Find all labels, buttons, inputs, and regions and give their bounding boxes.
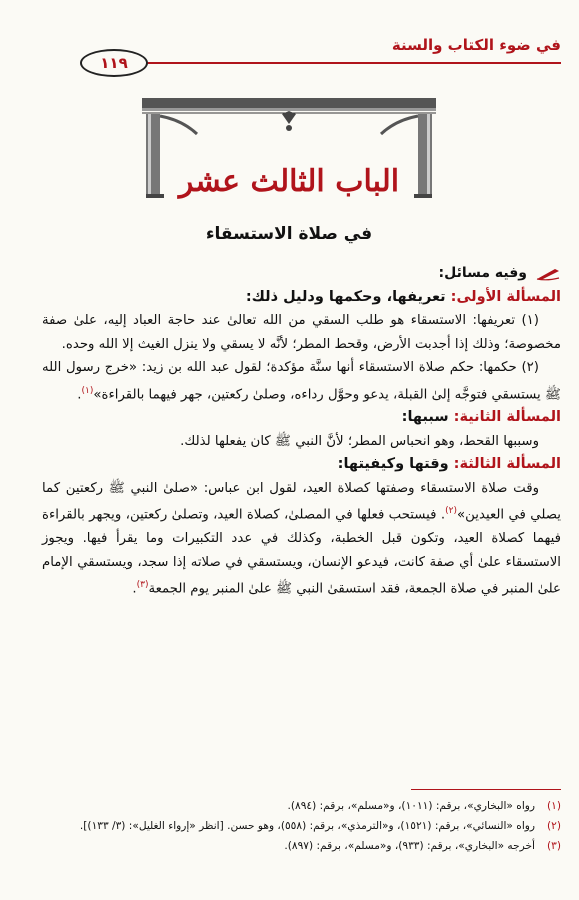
footnote-divider <box>411 789 561 790</box>
section-1-paragraph-1: (١) تعريفها: الاستسقاء هو طلب السقي من الله تعالىٰ عند حاجة العباد إليه، علىٰ صفة مخصوصة؛ وذلك إذا أجدبت الأرض، وقحط المطر؛ لأنَّه لا يسقي ولا ينزل الغيث إلا الله وحده. <box>42 313 561 352</box>
footnote-1 <box>34 796 561 816</box>
chapter-title: الباب الثالث عشر <box>178 164 400 199</box>
footnotes <box>34 796 561 856</box>
section-2-label: المسألة الثانية: <box>448 409 561 426</box>
footnote-ref-3[interactable]: (٣) <box>136 580 149 591</box>
section-3-heading <box>42 453 561 477</box>
body-text <box>42 262 561 601</box>
section-3-label: المسألة الثالثة: <box>448 456 561 473</box>
section-3-paragraph-1: وقت صلاة الاستسقاء وصفتها كصلاة العيد، لقول ابن عباس: «صلىٰ النبي ﷺ ركعتين كما يصلي في العيدين»$^{(٢)}$. فيستحب فعلها في المصلىٰ، كصلاة العيد، وتصلىٰ ركعتين، ويجهر بالقراءة فيهما كصلاة العيد، وتكون قبل الخطبة، وكذلك في عدد التكبيرات وما يقرأ فيها. ويجوز الاستسقاء علىٰ أي صفة كانت، فيدعو الإنسان، ويستسقي في صلاته إذا سجد، ويستسقي الإمام علىٰ المنبر في صلاة الجمعة، فقد استسقىٰ النبي ﷺ علىٰ المنبر يوم الجمعة$^{(٣)}$. <box>42 480 561 597</box>
footnote-ref-2[interactable]: (٢) <box>445 506 457 517</box>
header-rule <box>135 62 561 64</box>
footnote-3-text: أخرجه «البخاري»، برقم: (٩٣٣)، و«مسلم»، برقم: (٨٩٧). <box>284 840 535 852</box>
section-2-heading <box>42 406 561 430</box>
running-title: في ضوء الكتاب والسنة <box>391 36 561 54</box>
chapter-subtitle: في صلاة الاستسقاء <box>205 224 373 244</box>
intro-text: وفيه مسائل: <box>438 265 527 281</box>
section-2-paragraph-1: وسببها القحط، وهو انحباس المطر؛ لأنَّ النبي ﷺ كان يفعلها لذلك. <box>180 433 539 449</box>
footnote-3 <box>34 836 561 856</box>
footnote-2-number: (٢) <box>547 820 561 832</box>
pen-icon <box>535 267 561 281</box>
page-header <box>60 36 561 76</box>
footnote-2 <box>34 816 561 836</box>
footnote-1-number: (١) <box>547 800 561 812</box>
section-1-paragraph-2-text: (٢) حكمها: حكم صلاة الاستسقاء أنها سنَّة مؤكدة؛ لقول عبد الله بن زيد: «خرج رسول الله ﷺ يستسقي فتوجَّه إلىٰ القبلة، يدعو وحوَّل رداءه، وصلىٰ ركعتين، جهر فيهما بالقراءة» <box>42 360 561 402</box>
section-1-heading <box>42 286 561 310</box>
section-1-title: تعريفها، وحكمها ودليل ذلك: <box>245 288 446 305</box>
footnote-ref-1[interactable]: (١) <box>81 385 94 396</box>
section-1-paragraph-2: (٢) حكمها: حكم صلاة الاستسقاء أنها سنَّة مؤكدة؛ لقول عبد الله بن زيد: «خرج رسول الله ﷺ يستسقي فتوجَّه إلىٰ القبلة، يدعو وحوَّل رداءه، وصلىٰ ركعتين، جهر فيهما بالقراءة»$^{(١)}$. <box>42 360 561 402</box>
footnote-1-text: رواه «البخاري»، برقم: (١٠١١)، و«مسلم»، برقم: (٨٩٤). <box>287 800 535 812</box>
section-3-paragraph-1b: . فيستحب فعلها في المصلىٰ، كصلاة العيد، وتصلىٰ ركعتين، ويجهر بالقراءة فيهما كصلاة العيد، وتكون قبل الخطبة، وكذلك في عدد التكبيرات وما يقرأ فيها. ويجوز الاستسقاء علىٰ أي صفة كانت، فيدعو الإنسان، ويستسقي في صلاته إذا سجد، ويستسقي الإمام علىٰ المنبر في صلاة الجمعة، فقد استسقىٰ النبي ﷺ علىٰ المنبر يوم الجمعة <box>42 507 561 597</box>
section-3-title: وقتها وكيفيتها: <box>337 456 449 473</box>
section-1-label: المسألة الأولى: <box>445 288 561 305</box>
section-2-title: سببها: <box>401 409 449 426</box>
footnote-2-text: رواه «النسائي»، برقم: (١٥٢١)، و«الترمذي»، برقم: (٥٥٨)، وهو حسن. [انظر «إرواء الغليل»: (٣/ ١٣٣)]. <box>79 820 535 832</box>
footnote-3-number: (٣) <box>547 840 561 852</box>
intro-line <box>42 262 561 286</box>
section-3-paragraph-1a: وقت صلاة الاستسقاء وصفتها كصلاة العيد، لقول ابن عباس: «صلىٰ النبي ﷺ ركعتين كما يصلي في العيدين» <box>42 480 561 523</box>
page-number: ١١٩ <box>80 49 148 77</box>
